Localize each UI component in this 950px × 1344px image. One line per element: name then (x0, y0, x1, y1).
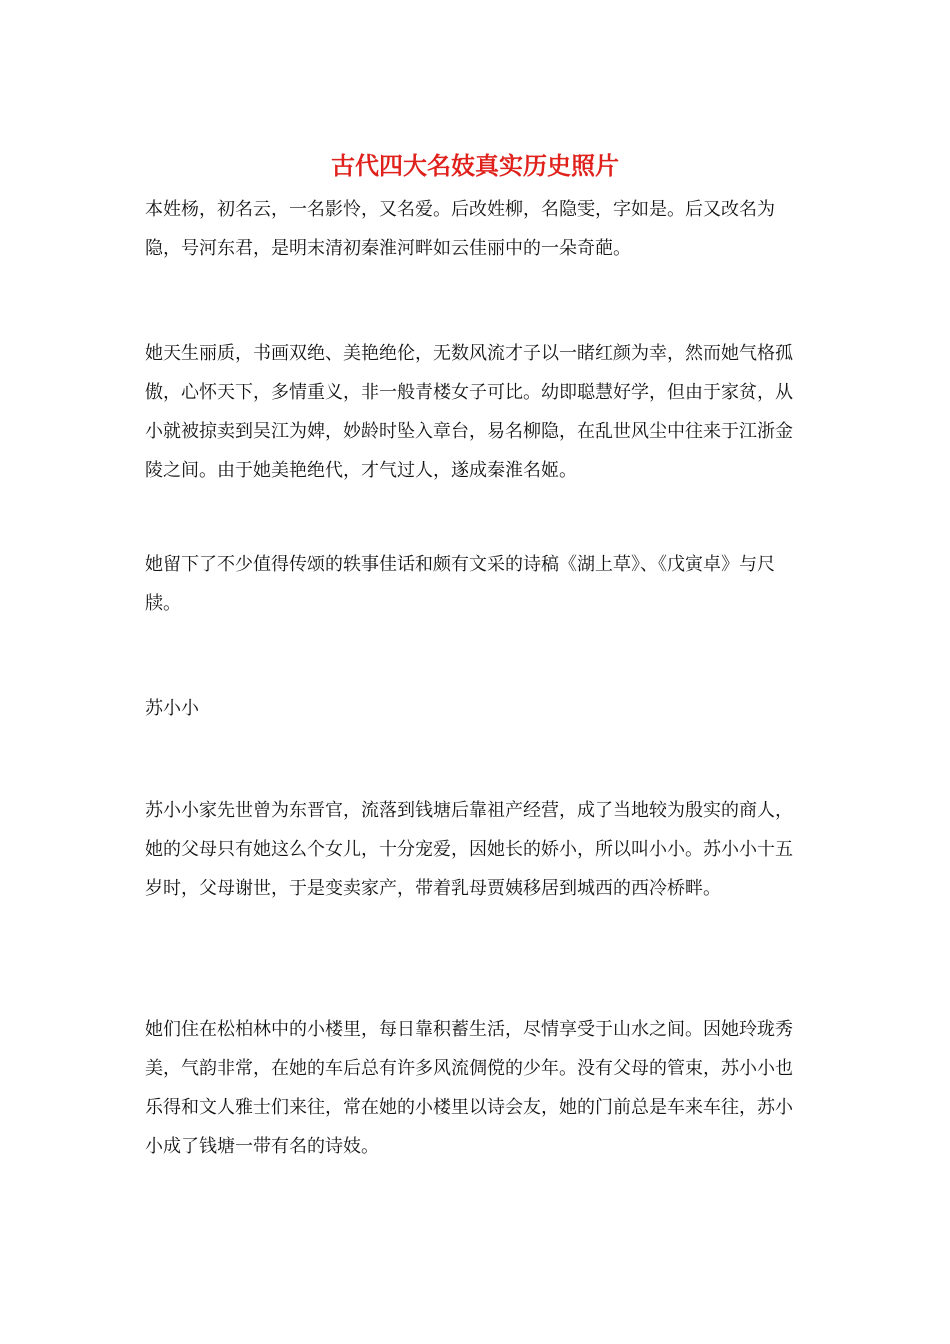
document-title: 古代四大名妓真实历史照片 (331, 151, 619, 180)
paragraph-su-xiaoxiao-family: 苏小小家先世曾为东晋官，流落到钱塘后靠祖产经营，成了当地较为殷实的商人，她的父母只有她这么个女儿，十分宠爱，因她长的娇小，所以叫小小。苏小小十五岁时，父母谢世，于是变卖家产，带着乳母贾姨移居到城西的西冷桥畔。 (145, 800, 793, 899)
paragraph-su-xiaoxiao-life: 她们住在松柏林中的小楼里，每日靠积蓄生活，尽情享受于山水之间。因她玲珑秀美，气韵非常，在她的车后总有许多风流倜傥的少年。没有父母的管束，苏小小也乐得和文人雅士们来往，常在她的小楼里以诗会友，她的门前总是车来车往，苏小小成了钱塘一带有名的诗妓。 (145, 1019, 793, 1157)
paragraph-liu-rushi-works: 她留下了不少值得传颂的轶事佳话和颇有文采的诗稿《湖上草》、《戊寅卓》与尺牍。 (145, 554, 775, 614)
section-heading-su-xiaoxiao: 苏小小 (145, 698, 199, 719)
paragraph-liu-rushi-intro: 本姓杨，初名云，一名影怜，又名爱。后改姓柳，名隐雯，字如是。后又改名为隐，号河东君，是明末清初秦淮河畔如云佳丽中的一朵奇葩。 (145, 199, 775, 259)
paragraph-liu-rushi-talent: 她天生丽质，书画双绝、美艳绝伦，无数风流才子以一睹红颜为幸，然而她气格孤傲，心怀天下，多情重义，非一般青楼女子可比。幼即聪慧好学，但由于家贫，从小就被掠卖到吴江为婢，妙龄时坠入章台，易名柳隐，在乱世风尘中往来于江浙金陵之间。由于她美艳绝代，才气过人，遂成秦淮名姬。 (145, 343, 793, 481)
